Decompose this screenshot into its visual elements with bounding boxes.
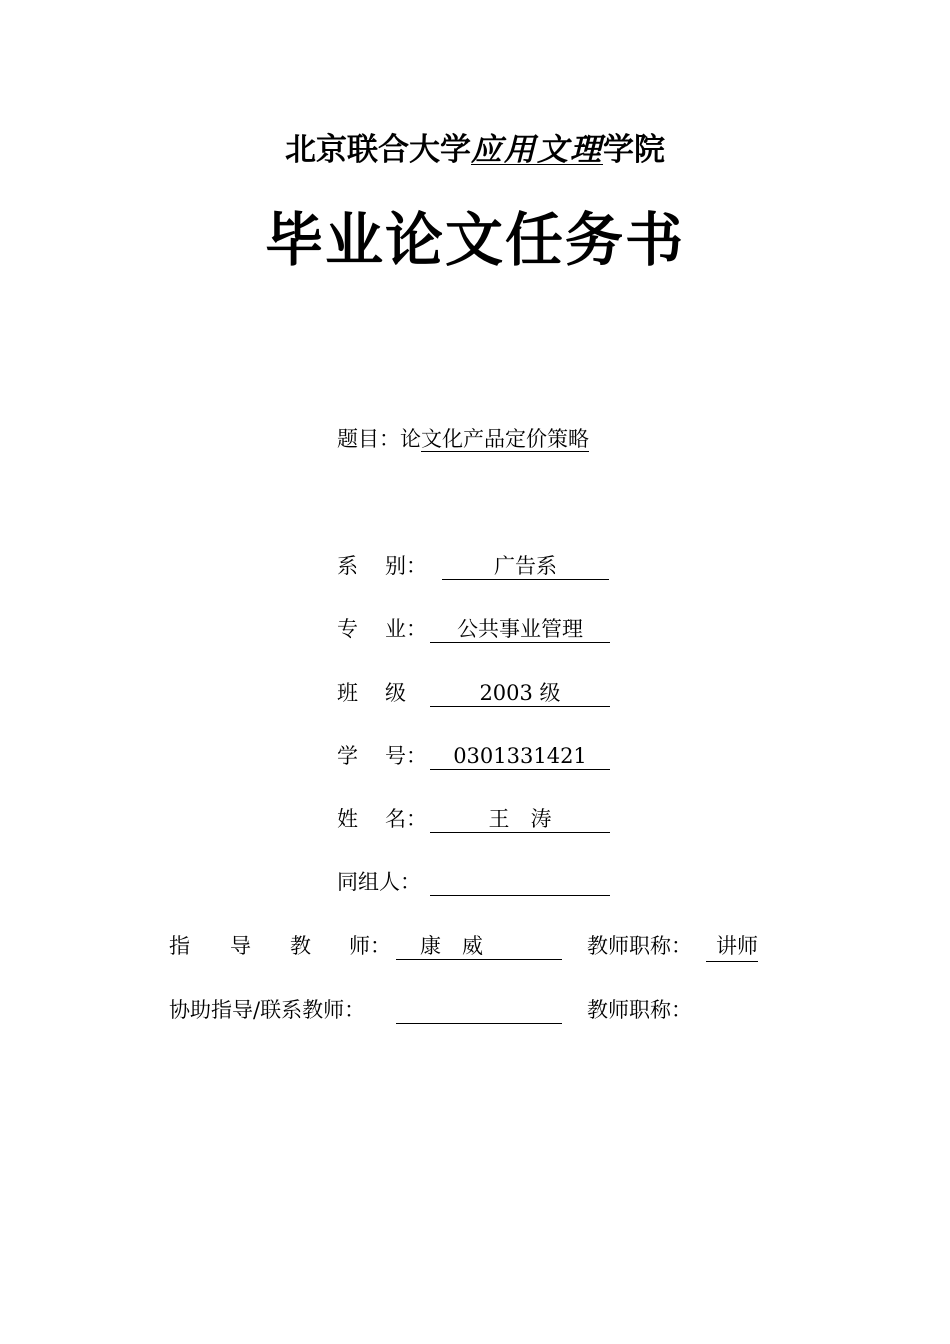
advisor-label-2: 导 [230, 934, 251, 958]
advisor-value: 康 威 [420, 934, 483, 958]
advisor-label-4: 师： [349, 934, 391, 958]
major-value: 公共事业管理 [430, 614, 610, 643]
student-id-label-1: 学 [337, 744, 358, 768]
advisor-title-value: 讲师 [706, 931, 758, 962]
topic-label: 题目：论 [337, 427, 421, 451]
school-prefix: 北京联合大学 [285, 132, 471, 168]
advisor-label-3: 教 [290, 934, 311, 958]
co-advisor-label: 协助指导/联系教师： [169, 998, 366, 1022]
class-label-1: 班 [337, 681, 358, 705]
name-label-2: 名： [385, 807, 427, 831]
department-label-2: 别： [385, 554, 427, 578]
name-row [337, 804, 617, 836]
major-row [337, 614, 617, 646]
school-name [0, 128, 950, 172]
department-label-1: 系 [337, 554, 358, 578]
name-label-1: 姓 [337, 807, 358, 831]
school-department: 应用文理 [471, 132, 603, 168]
name-value: 王 涛 [430, 804, 610, 833]
group-label: 同组人： [337, 870, 421, 894]
group-value [430, 867, 610, 896]
department-value: 广告系 [442, 551, 609, 580]
advisor-title-label: 教师职称： [587, 934, 692, 958]
student-id-label-2: 号： [385, 744, 427, 768]
student-id-row [337, 741, 617, 773]
topic-row [337, 424, 589, 454]
topic-value: 文化产品定价策略 [421, 427, 589, 451]
co-advisor-row [169, 995, 789, 1027]
department-row [337, 551, 617, 583]
major-label-2: 业： [385, 617, 427, 641]
class-row [337, 678, 617, 710]
class-value: 2003 级 [430, 678, 610, 707]
advisor-row [169, 931, 789, 963]
advisor-value-wrap [396, 931, 562, 960]
student-id-value: 0301331421 [430, 741, 610, 770]
co-advisor-title-label: 教师职称： [587, 998, 692, 1022]
class-label-2: 级 [385, 681, 406, 705]
advisor-label-1: 指 [169, 934, 190, 958]
co-advisor-value [396, 995, 562, 1024]
group-row [337, 867, 617, 899]
school-suffix: 学院 [603, 132, 665, 168]
major-label-1: 专 [337, 617, 358, 641]
document-title: 毕业论文任务书 [264, 206, 685, 274]
